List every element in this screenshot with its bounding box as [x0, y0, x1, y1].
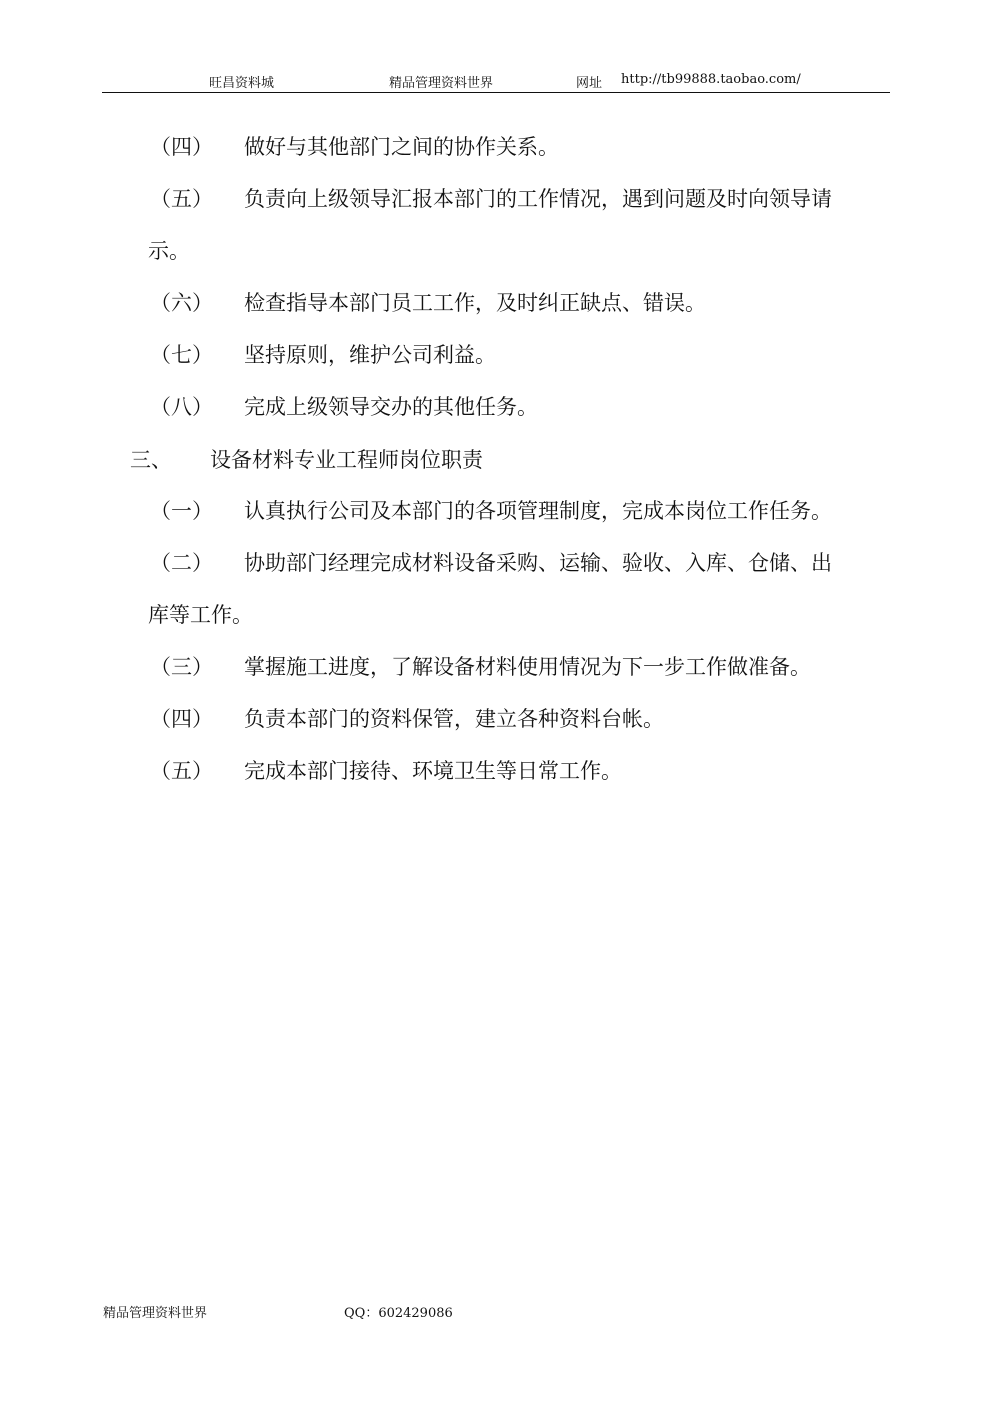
header-shop-name: 旺昌资料城 [209, 76, 275, 91]
item-number: （四） [150, 707, 213, 731]
header-site-name: 精品管理资料世界 [389, 76, 494, 91]
item-text: 坚持原则，维护公司利益。 [244, 343, 496, 367]
item-number: （七） [150, 343, 213, 367]
item-number: （五） [150, 759, 213, 783]
item-text: 认真执行公司及本部门的各项管理制度，完成本岗位工作任务。 [244, 499, 832, 523]
item-number: （八） [150, 395, 213, 419]
section-number: 三、 [130, 448, 172, 472]
item-number: （三） [150, 655, 213, 679]
footer-qq: QQ：602429086 [344, 1306, 453, 1321]
item-text: 检查指导本部门员工工作，及时纠正缺点、错误。 [244, 291, 706, 315]
item-number: （二） [150, 551, 213, 575]
item-number: （五） [150, 187, 213, 211]
item-text: 完成本部门接待、环境卫生等日常工作。 [244, 759, 622, 783]
item-number: （六） [150, 291, 213, 315]
item-number: （一） [150, 499, 213, 523]
header-url: http://tb99888.taobao.com/ [621, 72, 801, 87]
item-text: 负责向上级领导汇报本部门的工作情况，遇到问题及时向领导请 [244, 187, 832, 211]
item-text: 做好与其他部门之间的协作关系。 [244, 135, 559, 159]
item-text: 完成上级领导交办的其他任务。 [244, 395, 538, 419]
item-text-continued: 库等工作。 [148, 603, 253, 627]
section-title: 设备材料专业工程师岗位职责 [210, 448, 483, 472]
item-text: 负责本部门的资料保管，建立各种资料台帐。 [244, 707, 664, 731]
footer-site-name: 精品管理资料世界 [103, 1306, 208, 1321]
item-text: 掌握施工进度，了解设备材料使用情况为下一步工作做准备。 [244, 655, 811, 679]
page-header [102, 70, 890, 93]
item-number: （四） [150, 135, 213, 159]
header-url-label: 网址 [576, 76, 603, 91]
item-text: 协助部门经理完成材料设备采购、运输、验收、入库、仓储、出 [244, 551, 832, 575]
item-text-continued: 示。 [148, 239, 190, 263]
